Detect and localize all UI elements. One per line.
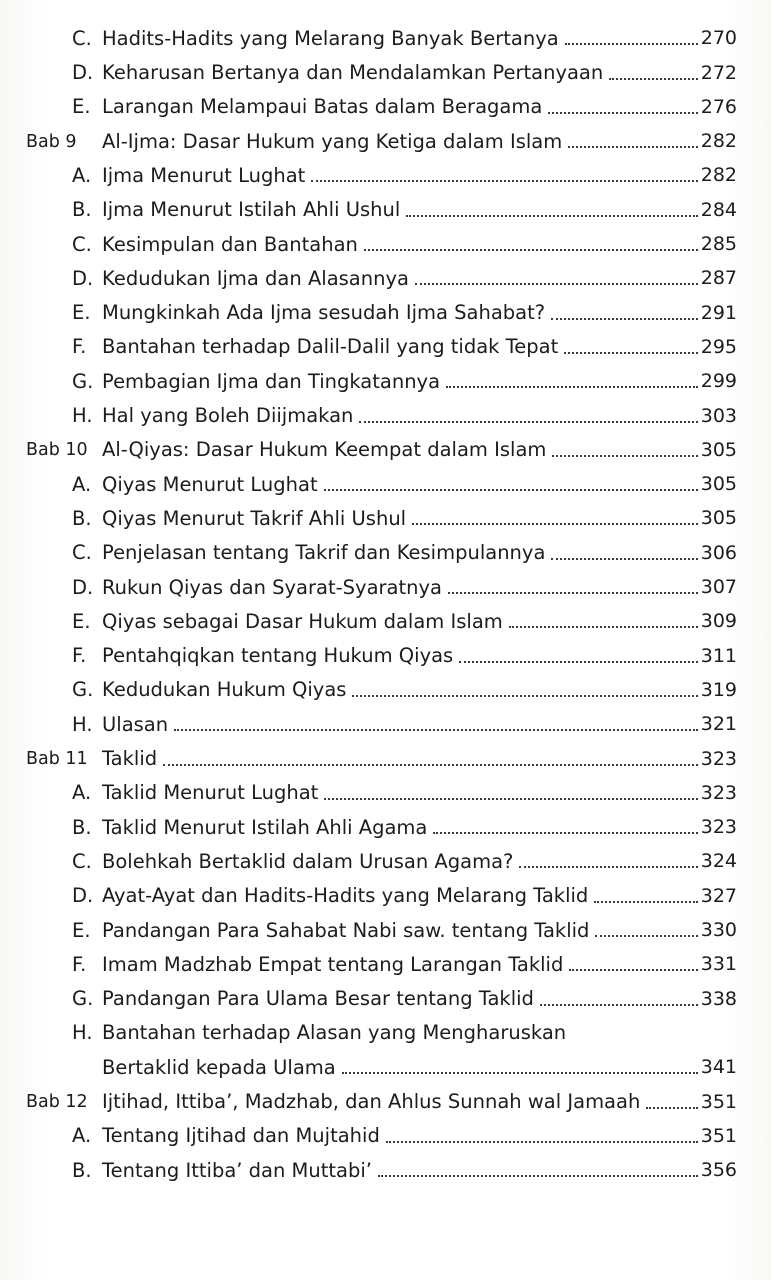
toc-entry-row [0,666,771,700]
entry-letter: H. [72,1021,93,1045]
entry-title: Ijma Menurut Lughat [102,163,306,187]
toc-entry-row [0,940,771,974]
dot-leader [646,1107,697,1109]
entry-letter: C. [72,541,92,565]
dot-leader [311,180,697,182]
dot-leader [552,455,697,457]
dot-leader [509,626,698,628]
toc-entry-row [0,48,771,85]
toc-entry-row [0,288,771,325]
toc-entry-row [0,254,771,288]
entry-title: Hal yang Boleh Diijmakan [102,404,354,428]
entry-page-number: 306 [700,541,737,564]
entry-page-number: 291 [700,301,737,324]
dot-leader [324,798,697,800]
toc-entry-row [0,1146,771,1180]
entry-letter: C. [72,849,92,873]
entry-page-number: 311 [700,644,737,667]
dot-leader [565,43,698,45]
toc-entry-row [0,597,771,631]
toc-entry-row [0,220,771,254]
entry-page-number: 284 [700,198,737,221]
dot-leader [459,661,698,663]
dot-leader [609,78,697,80]
dot-leader [415,283,698,285]
entry-page-number: 282 [700,164,737,187]
entry-title: Tentang Ittiba’ dan Muttabi’ [102,1158,372,1182]
entry-title: Qiyas sebagai Dasar Hukum dalam Islam [102,609,503,633]
dot-leader [448,592,698,594]
entry-title: Bolehkah Bertaklid dalam Urusan Agama? [102,849,514,873]
dot-leader [595,935,697,937]
entry-page-number: 270 [700,27,737,50]
entry-letter: F. [72,335,87,359]
entry-title: Ayat-Ayat dan Hadits-Hadits yang Melarang Taklid [102,884,589,908]
entry-page-number: 327 [700,884,737,907]
toc-entry-row [0,871,771,908]
dot-leader [540,1004,698,1006]
dot-leader [564,352,698,354]
entry-page-number: 331 [700,953,737,976]
entry-letter: A. [72,781,92,805]
entry-title: Taklid Menurut Lughat [102,781,319,805]
entry-page-number: 305 [700,438,737,461]
entry-title: Pandangan Para Ulama Besar tentang Taklid [102,987,534,1011]
entry-letter: D. [72,61,94,85]
dot-leader [551,318,698,320]
entry-title: Pandangan Para Sahabat Nabi saw. tentang Taklid [102,918,590,942]
entry-letter: F. [72,644,87,668]
entry-page-number: 287 [700,267,737,290]
dot-leader [569,969,697,971]
toc-chapter-row [0,426,771,460]
toc-entry-row [0,906,771,940]
chapter-number: Bab 10 [26,440,88,461]
entry-title: Keharusan Bertanya dan Mendalamkan Pertanyaan [102,61,604,85]
toc-entry-row [0,803,771,837]
entry-title: Kedudukan Hukum Qiyas [102,678,347,702]
entry-letter: A. [72,472,92,496]
toc-entry-row [0,151,771,185]
entry-letter: D. [72,266,94,290]
toc-chapter-row [0,117,771,151]
dot-leader [364,249,698,251]
dot-leader [551,558,697,560]
dot-leader [568,146,698,148]
entry-page-number: 309 [700,610,737,633]
toc-entry-row [0,357,771,391]
entry-letter: A. [72,163,92,187]
entry-title: Imam Madzhab Empat tentang Larangan Taklid [102,952,564,976]
entry-letter: D. [72,884,94,908]
dot-leader [406,215,697,217]
entry-title: Kesimpulan dan Bantahan [102,232,358,256]
dot-leader [324,489,698,491]
toc-entry-row [0,631,771,668]
entry-page-number: 276 [700,95,737,118]
entry-title: Al-Ijma: Dasar Hukum yang Ketiga dalam Islam [102,129,563,153]
entry-title: Taklid [102,747,158,771]
entry-page-number: 330 [700,919,737,942]
entry-letter: B. [72,1158,92,1182]
dot-leader [548,112,697,114]
toc-entry-row [0,460,771,494]
entry-title: Bantahan terhadap Dalil-Dalil yang tidak Tepat [102,335,559,359]
entry-page-number: 323 [700,781,737,804]
chapter-number: Bab 9 [26,131,77,152]
toc-entry-row [0,14,771,48]
entry-letter: D. [72,575,94,599]
toc-entry-row [0,837,771,871]
toc-entry-row [0,563,771,597]
toc-chapter-row [0,1077,771,1111]
dot-leader [359,421,697,423]
entry-title: Larangan Melampaui Batas dalam Beragama [102,95,543,119]
toc-entry-row [0,494,771,528]
entry-letter: B. [72,815,92,839]
dot-leader [378,1175,698,1177]
entry-letter: E. [72,95,91,119]
entry-title: Bantahan terhadap Alasan yang Mengharuskan [102,1021,567,1045]
toc-entry-row [0,323,771,357]
dot-leader [594,901,697,903]
entry-page-number: 338 [700,987,737,1010]
entry-letter: C. [72,232,92,256]
entry-title: Ijma Menurut Istilah Ahli Ushul [102,198,401,222]
toc-entry-continuation [0,1043,771,1077]
entry-page-number: 295 [700,335,737,358]
entry-letter: E. [72,301,91,325]
entry-title: Mungkinkah Ada Ijma sesudah Ijma Sahabat? [102,301,546,325]
entry-page-number: 341 [700,1056,737,1079]
entry-letter: F. [72,952,87,976]
entry-page-number: 356 [700,1159,737,1182]
entry-letter: B. [72,506,92,530]
dot-leader [163,764,698,766]
dot-leader [352,695,697,697]
toc-entry-row [0,1112,771,1146]
entry-page-number: 321 [700,713,737,736]
entry-title: Pentahqiqkan tentang Hukum Qiyas [102,644,454,668]
dot-leader [342,1072,698,1074]
toc-entry-row [0,769,771,803]
entry-page-number: 303 [700,404,737,427]
entry-page-number: 307 [700,576,737,599]
toc-entry-row [0,83,771,117]
entry-page-number: 323 [700,816,737,839]
entry-letter: H. [72,404,93,428]
entry-letter: H. [72,712,93,736]
dot-leader [433,832,697,834]
dot-leader [386,1141,698,1143]
entry-title: Qiyas Menurut Takrif Ahli Ushul [102,506,407,530]
entry-title: Taklid Menurut Istilah Ahli Agama [102,815,428,839]
toc-entry-row [0,185,771,222]
entry-page-number: 305 [700,473,737,496]
entry-title: Kedudukan Ijma dan Alasannya [102,266,409,290]
entry-title: Rukun Qiyas dan Syarat-Syaratnya [102,575,442,599]
entry-title: Pembagian Ijma dan Tingkatannya [102,369,441,393]
toc-entry-row [0,528,771,565]
entry-page-number: 323 [700,747,737,770]
entry-letter: C. [72,26,92,50]
entry-letter: E. [72,609,91,633]
entry-letter: G. [72,987,94,1011]
dot-leader [519,866,697,868]
entry-letter: A. [72,1124,92,1148]
entry-letter: E. [72,918,91,942]
entry-page-number: 282 [700,130,737,153]
entry-page-number: 351 [700,1090,737,1113]
entry-letter: G. [72,678,94,702]
entry-title: Ijtihad, Ittiba’, Madzhab, dan Ahlus Sunnah wal Jamaah [102,1090,641,1113]
entry-letter: B. [72,198,92,222]
toc-chapter-row [0,734,771,771]
entry-title: Al-Qiyas: Dasar Hukum Keempat dalam Islam [102,438,547,462]
dot-leader [446,386,698,388]
chapter-number: Bab 12 [26,1092,88,1112]
toc-entry-row [0,974,771,1011]
entry-page-number: 299 [700,370,737,393]
entry-page-number: 305 [700,507,737,530]
entry-title: Tentang Ijtihad dan Mujtahid [102,1124,380,1148]
entry-page-number: 285 [700,233,737,256]
entry-page-number: 319 [700,678,737,701]
entry-title: Penjelasan tentang Takrif dan Kesimpulannya [102,541,546,565]
entry-title: Ulasan [102,712,169,736]
entry-title: Qiyas Menurut Lughat [102,472,318,496]
table-of-contents [0,14,771,1180]
entry-page-number: 272 [700,61,737,84]
entry-title: Hadits-Hadits yang Melarang Banyak Bertanya [102,26,559,50]
entry-page-number: 351 [700,1124,737,1147]
entry-page-number: 324 [700,850,737,873]
entry-title: Bertaklid kepada Ulama [102,1055,336,1079]
entry-letter: G. [72,369,94,393]
toc-entry-row [0,700,771,734]
toc-entry-row [0,1009,771,1043]
chapter-number: Bab 11 [26,749,88,770]
dot-leader [174,729,698,731]
toc-entry-row [0,391,771,428]
dot-leader [412,523,698,525]
